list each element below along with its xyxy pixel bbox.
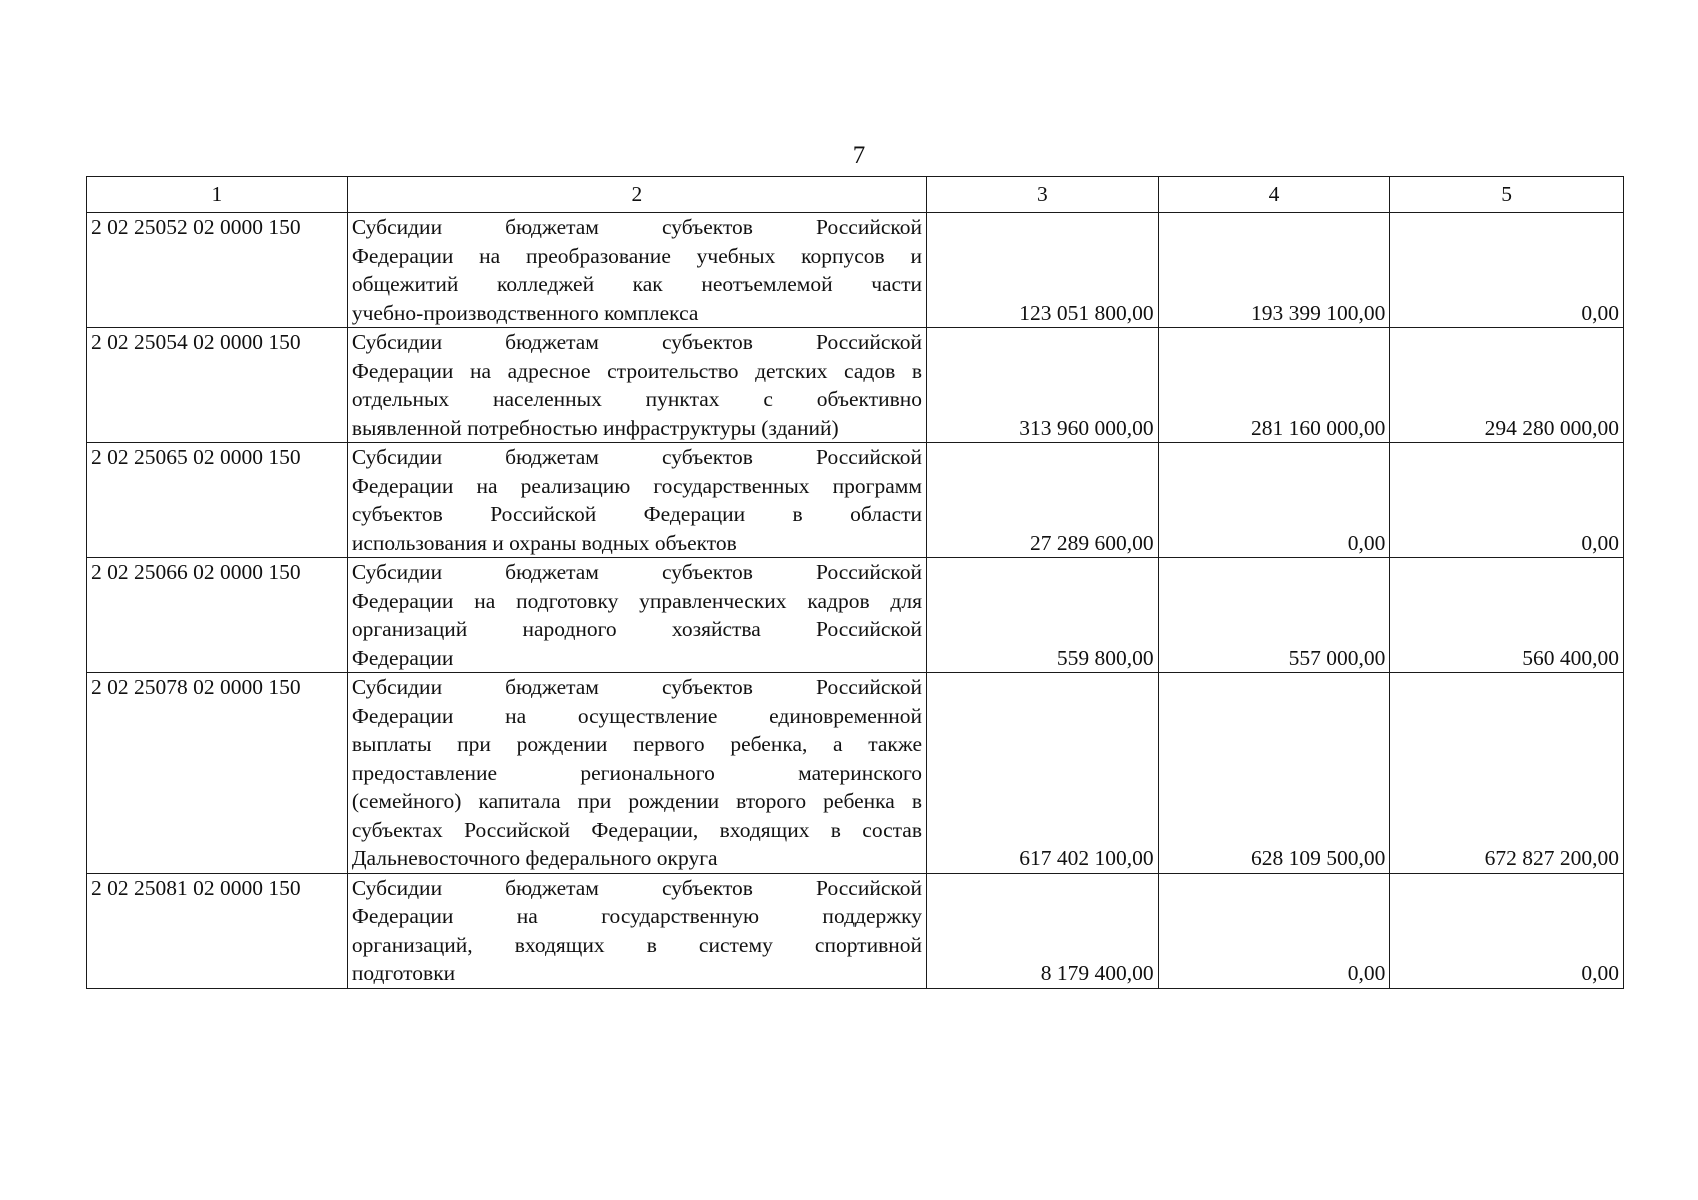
description-line: учебно-производственного комплекса (351, 300, 699, 325)
description-line: Федерации на преобразование учебных корпусов и (351, 243, 922, 268)
row-value-col3: 8 179 400,00 (927, 873, 1159, 988)
row-value-col4: 628 109 500,00 (1158, 673, 1390, 874)
description-line: Федерации на государственную поддержку (351, 904, 922, 928)
description-line: организаций, входящих в систему спортивной (351, 932, 922, 957)
row-value-col3: 313 960 000,00 (927, 328, 1159, 443)
row-code: 2 02 25078 02 0000 150 (87, 673, 348, 874)
description-line: (семейного) капитала при рождении второго ребенка в (351, 789, 922, 813)
header-col-1: 1 (87, 177, 348, 213)
description-line: Субсидии бюджетам субъектов Российской (351, 560, 922, 584)
header-col-4: 4 (1158, 177, 1390, 213)
table-row (87, 673, 1624, 874)
description-line: Субсидии бюджетам субъектов Российской (351, 330, 922, 354)
description-line: Дальневосточного федерального округа (351, 846, 718, 870)
description-line: Субсидии бюджетам субъектов Российской (351, 445, 922, 469)
row-description (347, 673, 926, 874)
header-col-2: 2 (347, 177, 926, 213)
row-value-col4: 0,00 (1158, 443, 1390, 558)
description-line: выплаты при рождении первого ребенка, а также (351, 732, 922, 756)
description-line: Федерации на осуществление единовременной (351, 703, 922, 728)
description-line: организаций народного хозяйства Российской (351, 617, 922, 641)
header-col-5: 5 (1390, 177, 1624, 213)
description-line: предоставление регионального материнского (351, 760, 922, 785)
row-value-col3: 617 402 100,00 (927, 673, 1159, 874)
row-code: 2 02 25066 02 0000 150 (87, 558, 348, 673)
description-line: Субсидии бюджетам субъектов Российской (351, 675, 922, 699)
table-row (87, 558, 1624, 673)
row-value-col5: 0,00 (1390, 213, 1624, 328)
row-description (347, 558, 926, 673)
row-value-col4: 193 399 100,00 (1158, 213, 1390, 328)
description-line: Субсидии бюджетам субъектов Российской (351, 875, 922, 900)
description-line: субъектах Российской Федерации, входящих в состав (351, 817, 922, 842)
header-col-3: 3 (927, 177, 1159, 213)
description-line: Субсидии бюджетам субъектов Российской (351, 215, 922, 239)
row-code: 2 02 25081 02 0000 150 (87, 873, 348, 988)
row-value-col5: 0,00 (1390, 873, 1624, 988)
row-value-col5: 0,00 (1390, 443, 1624, 558)
row-description (347, 873, 926, 988)
description-line: Федерации на реализацию государственных программ (351, 473, 922, 498)
row-value-col3: 123 051 800,00 (927, 213, 1159, 328)
table-row (87, 443, 1624, 558)
row-value-col5: 294 280 000,00 (1390, 328, 1624, 443)
row-value-col5: 560 400,00 (1390, 558, 1624, 673)
table-row (87, 873, 1624, 988)
table-row (87, 328, 1624, 443)
description-line: выявленной потребностью инфраструктуры (зданий) (351, 415, 839, 440)
row-value-col4: 557 000,00 (1158, 558, 1390, 673)
description-line: Федерации (351, 645, 454, 670)
description-line: общежитий колледжей как неотъемлемой части (351, 272, 922, 296)
row-value-col5: 672 827 200,00 (1390, 673, 1624, 874)
row-value-col3: 27 289 600,00 (927, 443, 1159, 558)
description-line: Федерации на адресное строительство детских садов в (351, 358, 922, 383)
row-value-col4: 0,00 (1158, 873, 1390, 988)
row-description (347, 443, 926, 558)
description-line: Федерации на подготовку управленческих кадров для (351, 588, 922, 613)
row-code: 2 02 25052 02 0000 150 (87, 213, 348, 328)
description-line: использования и охраны водных объектов (351, 530, 737, 555)
description-line: субъектов Российской Федерации в области (351, 502, 922, 526)
budget-table (86, 176, 1624, 989)
page-number: 7 (852, 142, 866, 169)
row-description (347, 213, 926, 328)
description-line: подготовки (351, 961, 456, 985)
row-value-col3: 559 800,00 (927, 558, 1159, 673)
table-row (87, 213, 1624, 328)
row-code: 2 02 25065 02 0000 150 (87, 443, 348, 558)
row-value-col4: 281 160 000,00 (1158, 328, 1390, 443)
row-description (347, 328, 926, 443)
table-header-row (87, 177, 1624, 213)
description-line: отдельных населенных пунктах с объективно (351, 387, 922, 411)
row-code: 2 02 25054 02 0000 150 (87, 328, 348, 443)
